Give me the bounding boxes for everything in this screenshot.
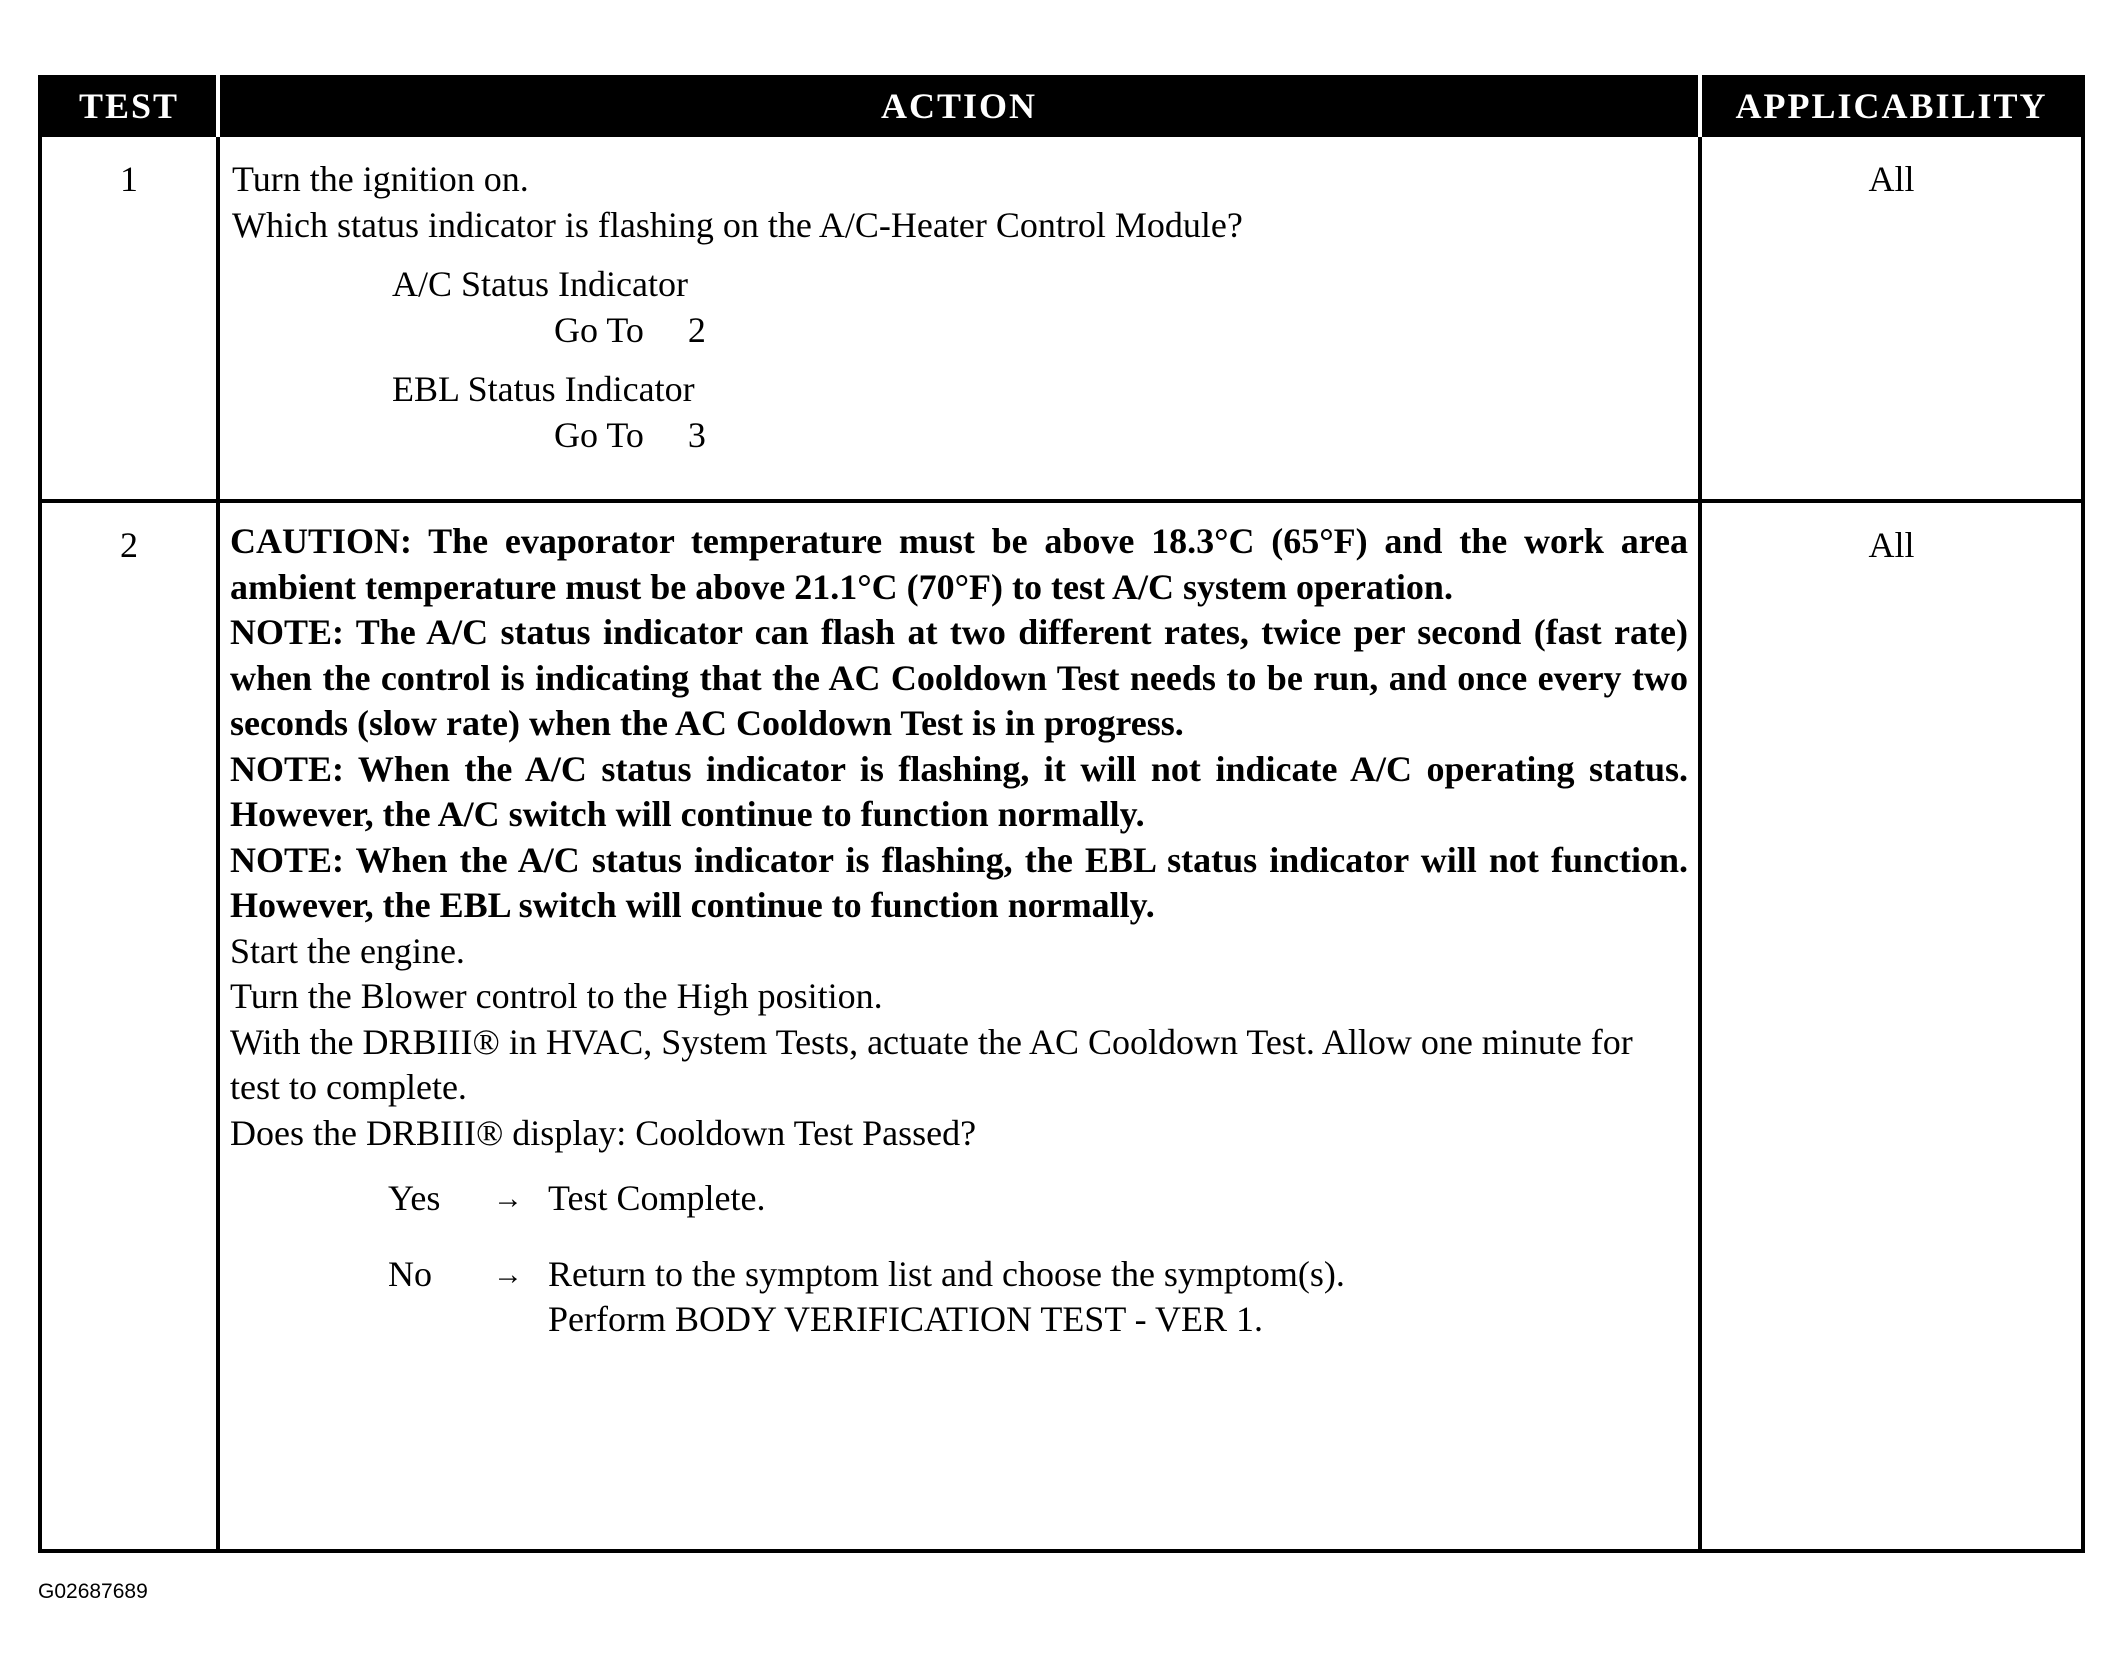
applicability-cell: All [1700, 135, 2083, 501]
goto-label: Go To [554, 414, 644, 455]
note-text: NOTE: When the A/C status indicator is flashing, the EBL status indicator will not function. However, the EBL switch will continue to function normally. [230, 839, 1688, 925]
table-row [40, 501, 2083, 1551]
result-yes [230, 1176, 1688, 1222]
result-text [548, 1252, 1688, 1343]
arrow-right-icon: → [493, 1257, 523, 1291]
figure-id: G02687689 [38, 1580, 148, 1603]
goto-number: 3 [687, 414, 706, 455]
arrow-right-icon: → [493, 1182, 523, 1215]
action-cell [218, 135, 1700, 501]
header-applicability: APPLICABILITY [1700, 77, 2083, 135]
result-line: Test Complete. [548, 1178, 766, 1218]
result-label: Yes [388, 1178, 441, 1218]
option-goto [232, 413, 1688, 459]
table-row [40, 135, 2083, 501]
diagnostic-test-table [38, 75, 2085, 1553]
action-step: Turn the Blower control to the High position. [230, 976, 883, 1016]
note-text: NOTE: The A/C status indicator can flash at two different rates, twice per second (fast rate) when the control is indicating that the AC Cooldown Test needs to be run, and once every two seconds (slow rate) when the AC Cooldown Test is in progress. [230, 612, 1688, 743]
header-action: ACTION [218, 77, 1700, 135]
action-question: Does the DRBIII® display: Cooldown Test Passed? [230, 1112, 977, 1153]
test-number: 1 [40, 135, 218, 501]
applicability-cell: All [1700, 501, 2083, 1551]
goto-label: Go To [554, 309, 644, 350]
result-label: No [388, 1253, 432, 1294]
result-line: Perform BODY VERIFICATION TEST - VER 1. [548, 1299, 1264, 1339]
option-label: A/C Status Indicator [392, 264, 688, 304]
answer-option [232, 367, 1688, 458]
action-cell [218, 501, 1700, 1551]
caution-text: CAUTION: The evaporator temperature must be above 18.3°C (65°F) and the work area ambient temperature must be above 21.1°C (70°F) to test A/C system operation. [230, 521, 1688, 607]
goto-number: 2 [687, 309, 706, 350]
answer-option [232, 262, 1688, 353]
action-step: With the DRBIII® in HVAC, System Tests, actuate the AC Cooldown Test. Allow one minute for test to complete. [230, 1021, 1633, 1107]
table-header-row [40, 77, 2083, 135]
note-text: NOTE: When the A/C status indicator is flashing, it will not indicate A/C operating status. However, the A/C switch will continue to function normally. [230, 748, 1688, 834]
test-number: 2 [40, 501, 218, 1551]
result-no [230, 1252, 1688, 1343]
action-question: Which status indicator is flashing on the A/C-Heater Control Module? [232, 204, 1243, 245]
option-label: EBL Status Indicator [392, 369, 695, 409]
header-test: TEST [40, 77, 218, 135]
action-step: Start the engine. [230, 930, 465, 971]
result-text [548, 1176, 1688, 1222]
action-step: Turn the ignition on. [232, 159, 529, 199]
result-line: Return to the symptom list and choose the symptom(s). [548, 1253, 1345, 1294]
option-goto [232, 308, 1688, 354]
